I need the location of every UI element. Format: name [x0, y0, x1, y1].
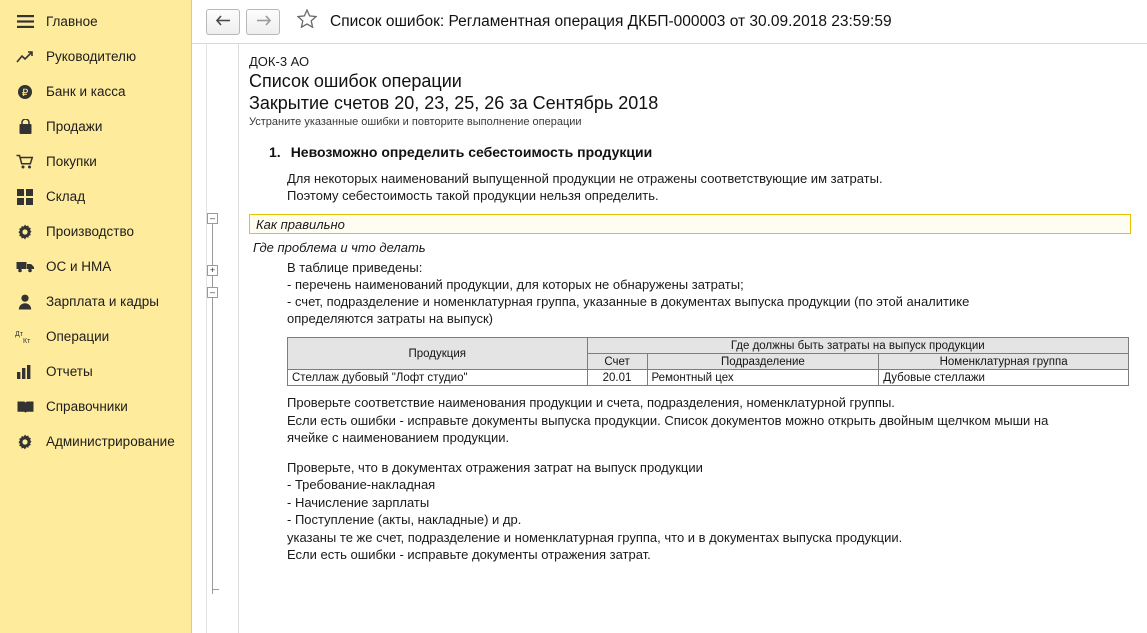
outline-collapse-problem[interactable]: – — [207, 287, 218, 298]
after-table-line: Если есть ошибки - исправьте документы выпуска продукции. Список документов можно открыть двойным щелчком мыши на — [287, 412, 1049, 428]
sidebar-item-prodazhi[interactable] — [0, 109, 191, 144]
sidebar-item-rukovoditelyu[interactable] — [0, 39, 191, 74]
trend-arrow-icon — [14, 48, 36, 66]
cart-icon — [14, 153, 36, 171]
settings-gear-icon — [14, 433, 36, 451]
sidebar-item-label: Покупки — [46, 154, 97, 169]
svg-text:₽: ₽ — [21, 87, 29, 99]
svg-text:Кт: Кт — [23, 337, 31, 345]
gear-icon — [14, 223, 36, 241]
outline-gutter — [192, 44, 239, 633]
sidebar-item-proizvodstvo[interactable] — [0, 214, 191, 249]
errors-table — [287, 337, 1129, 386]
document-canvas — [239, 44, 1147, 633]
arrow-left-icon — [216, 14, 231, 29]
check-tail-2: Если есть ошибки - исправьте документы отражения затрат. — [287, 547, 651, 562]
sidebar-item-bank-i-kassa[interactable] — [0, 74, 191, 109]
sidebar-item-label: Операции — [46, 329, 110, 344]
header-product: Продукция — [288, 338, 588, 370]
bar-chart-icon — [14, 363, 36, 381]
organization-name: ДОК-3 АО — [249, 54, 310, 69]
outline-end-tick — [212, 589, 219, 590]
bag-icon — [14, 118, 36, 136]
sidebar-item-spravochniki[interactable] — [0, 389, 191, 424]
cell-nomenclature-group[interactable]: Дубовые стеллажи — [879, 370, 1129, 386]
sidebar-item-glavnoe[interactable] — [0, 4, 191, 39]
sidebar-item-pokupki[interactable] — [0, 144, 191, 179]
error-number: 1. — [269, 144, 281, 160]
check-item: - Поступление (акты, накладные) и др. — [287, 512, 522, 527]
favorite-star-button[interactable] — [294, 9, 320, 35]
sidebar-item-otchety[interactable] — [0, 354, 191, 389]
where-problem-heading[interactable]: Где проблема и что делать — [253, 240, 426, 255]
sidebar-item-label: Зарплата и кадры — [46, 294, 159, 309]
header-account: Счет — [587, 354, 647, 370]
ruble-circle-icon — [14, 83, 36, 101]
error-description-line-2: Поэтому себестоимость такой продукции нельзя определить. — [287, 188, 659, 203]
check-tail-1: указаны те же счет, подразделение и номенклатурная группа, что и в документах выпуска продукции. — [287, 529, 903, 545]
sidebar-item-zarplata-i-kadry[interactable] — [0, 284, 191, 319]
content-area — [192, 0, 1147, 633]
header-nomenclature-group: Номенклатурная группа — [879, 354, 1129, 370]
sidebar-item-label: Главное — [46, 14, 98, 29]
check-intro: Проверьте, что в документах отражения затрат на выпуск продукции — [287, 459, 703, 475]
outline-collapse-top[interactable]: – — [207, 213, 218, 224]
sidebar-item-administrirovanie[interactable] — [0, 424, 191, 459]
error-title — [269, 144, 1133, 160]
how-to-link[interactable]: Как правильно — [256, 216, 345, 232]
report-subheading: Закрытие счетов 20, 23, 25, 26 за Сентябрь 2018 — [249, 93, 659, 113]
back-button[interactable] — [206, 9, 240, 35]
report-body — [192, 44, 1147, 633]
sidebar-item-label: Администрирование — [46, 434, 175, 449]
table-header-group-row — [288, 338, 1129, 354]
sidebar-item-operacii[interactable] — [0, 319, 191, 354]
check-item: - Требование-накладная — [287, 477, 436, 492]
gutter-rail — [192, 44, 207, 633]
cell-department[interactable]: Ремонтный цех — [647, 370, 879, 386]
error-description — [287, 170, 1133, 204]
error-title-text: Невозможно определить себестоимость продукции — [290, 144, 653, 160]
grid-boxes-icon — [14, 188, 36, 206]
report-heading: Список ошибок операции — [249, 71, 462, 91]
outline-expand-howto[interactable]: + — [207, 265, 218, 276]
sidebar-item-label: Руководителю — [46, 49, 137, 64]
cell-account[interactable]: 20.01 — [587, 370, 647, 386]
header-costs-group: Где должны быть затраты на выпуск продукции — [587, 338, 1128, 354]
after-table-line: ячейке с наименованием продукции. — [287, 430, 510, 445]
sidebar-item-label: Склад — [46, 189, 86, 204]
sidebar-item-label: Производство — [46, 224, 135, 239]
person-icon — [14, 293, 36, 311]
sidebar-item-label: ОС и НМА — [46, 259, 112, 274]
sidebar-item-label: Банк и касса — [46, 84, 126, 99]
dt-kt-icon — [14, 328, 36, 346]
book-icon — [14, 398, 36, 416]
after-table-line: Проверьте соответствие наименования продукции и счета, подразделения, номенклатурной группы. — [287, 395, 895, 410]
hamburger-icon — [14, 13, 36, 31]
truck-icon — [14, 258, 36, 276]
forward-button[interactable] — [246, 9, 280, 35]
table-bullet: определяются затраты на выпуск) — [287, 311, 494, 326]
table-bullet: - перечень наименований продукции, для которых не обнаружены затраты; — [287, 277, 744, 292]
header-department: Подразделение — [647, 354, 879, 370]
sidebar-item-label: Справочники — [46, 399, 128, 414]
table-bullet: - счет, подразделение и номенклатурная группа, указанные в документах выпуска продукции (по этой аналитике — [287, 294, 970, 309]
table-intro-block — [287, 259, 1133, 327]
sidebar-item-label: Продажи — [46, 119, 103, 134]
check-item: - Начисление зарплаты — [287, 494, 430, 510]
table-intro: В таблице приведены: — [287, 260, 423, 275]
report-note: Устраните указанные ошибки и повторите выполнение операции — [249, 116, 582, 128]
table-row[interactable] — [288, 370, 1129, 386]
sidebar-item-label: Отчеты — [46, 364, 93, 379]
after-table-block — [287, 394, 1133, 447]
window-titlebar — [192, 0, 1147, 44]
window-title: Список ошибок: Регламентная операция ДКБП-000003 от 30.09.2018 23:59:59 — [330, 12, 892, 30]
main-sidebar — [0, 0, 192, 633]
check-block — [287, 459, 1133, 564]
sidebar-item-os-i-nma[interactable] — [0, 249, 191, 284]
error-description-line-1: Для некоторых наименований выпущенной продукции не отражены соответствующие им затраты. — [287, 171, 883, 186]
how-to-row[interactable] — [249, 214, 1131, 234]
sidebar-item-sklad[interactable] — [0, 179, 191, 214]
svg-text:Дт: Дт — [15, 330, 23, 338]
star-icon — [297, 9, 317, 34]
cell-product[interactable]: Стеллаж дубовый "Лофт студио" — [288, 370, 588, 386]
arrow-right-icon — [256, 14, 271, 29]
